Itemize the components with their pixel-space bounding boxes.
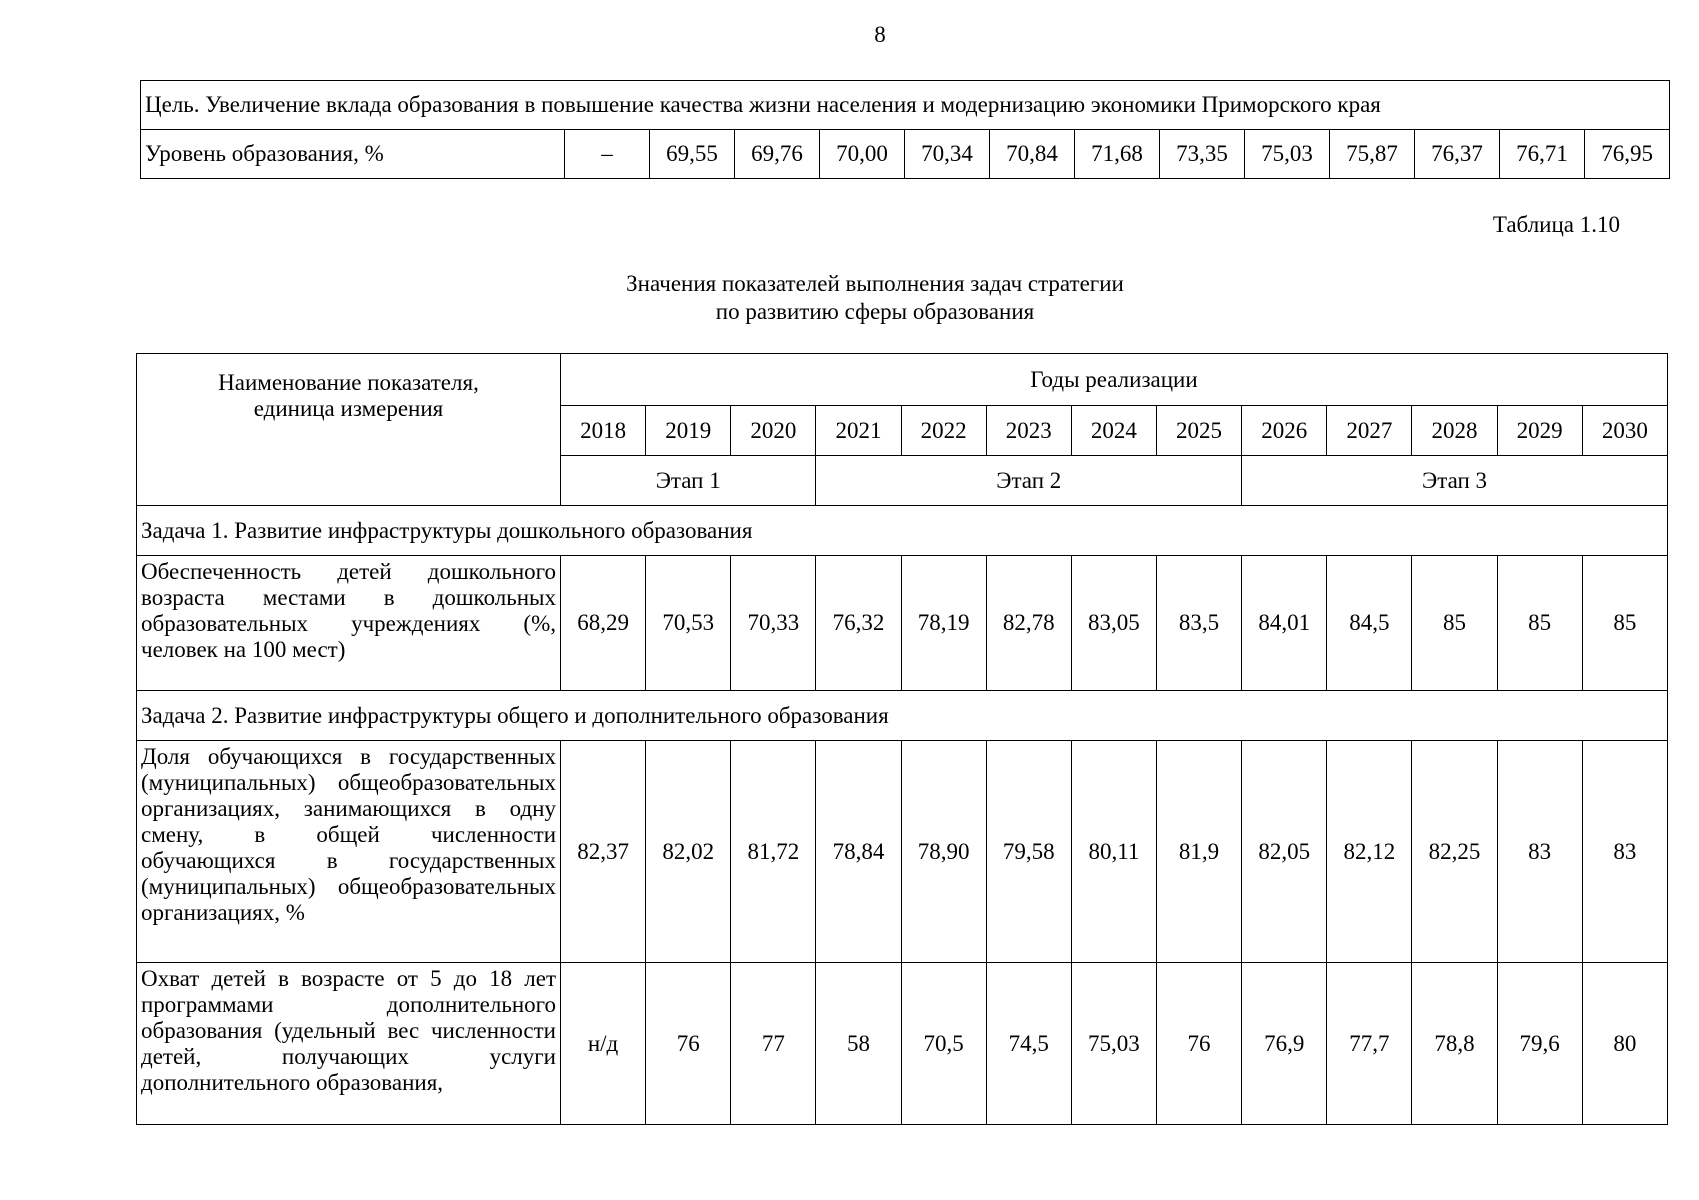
goal-value: 70,00	[820, 130, 905, 179]
indicator-value: 82,78	[986, 556, 1071, 691]
indicator-value: 77,7	[1327, 963, 1412, 1125]
year-header: 2022	[901, 406, 986, 456]
indicator-value: 76	[1156, 963, 1241, 1125]
indicator-value: 78,90	[901, 741, 986, 963]
indicator-value: 82,02	[646, 741, 731, 963]
indicator-value: н/д	[561, 963, 646, 1125]
indicator-value: 82,37	[561, 741, 646, 963]
goal-table	[140, 80, 1670, 179]
indicator-value: 70,53	[646, 556, 731, 691]
goal-value: 69,55	[650, 130, 735, 179]
indicator-value: 76	[646, 963, 731, 1125]
stage-header: Этап 2	[816, 456, 1242, 506]
indicator-value: 82,25	[1412, 741, 1497, 963]
year-header: 2024	[1071, 406, 1156, 456]
indicator-value: 83,05	[1071, 556, 1156, 691]
goal-value: 70,84	[990, 130, 1075, 179]
stage-header: Этап 3	[1242, 456, 1668, 506]
header-name-line: единица измерения	[253, 396, 444, 421]
year-header: 2023	[986, 406, 1071, 456]
indicator-row	[137, 556, 1668, 691]
year-header: 2018	[561, 406, 646, 456]
indicator-value: 78,8	[1412, 963, 1497, 1125]
table-title-line: по развитию сферы образования	[715, 299, 1035, 324]
task-row	[137, 691, 1668, 741]
year-header: 2025	[1156, 406, 1241, 456]
indicator-value: 76,9	[1242, 963, 1327, 1125]
table-caption: Таблица 1.10	[1492, 212, 1620, 237]
year-header: 2020	[731, 406, 816, 456]
indicator-value: 85	[1412, 556, 1497, 691]
indicator-value: 75,03	[1071, 963, 1156, 1125]
indicator-name: Доля обучающихся в государственных (муниципальных) общеобразовательных организациях, занимающихся в одну смену, в общей численности обучающихся в государственных (муниципальных) общеобразовательных организациях, %	[137, 741, 561, 963]
indicator-value: 83	[1497, 741, 1582, 963]
indicator-value: 68,29	[561, 556, 646, 691]
year-header: 2029	[1497, 406, 1582, 456]
indicator-value: 58	[816, 963, 901, 1125]
task-title: Задача 1. Развитие инфраструктуры дошкольного образования	[137, 506, 1668, 556]
goal-value: 73,35	[1160, 130, 1245, 179]
indicator-value: 76,32	[816, 556, 901, 691]
indicator-value: 81,72	[731, 741, 816, 963]
goal-indicator-name: Уровень образования, %	[141, 130, 565, 179]
year-header: 2026	[1242, 406, 1327, 456]
header-name-line: Наименование показателя,	[218, 370, 479, 395]
header-indicator-name	[137, 354, 561, 506]
indicator-row	[137, 963, 1668, 1125]
indicators-table	[136, 353, 1668, 1125]
goal-text: Цель. Увеличение вклада образования в повышение качества жизни населения и модернизацию экономики Приморского края	[141, 81, 1670, 130]
header-row	[137, 354, 1668, 406]
year-header: 2030	[1582, 406, 1667, 456]
year-header: 2027	[1327, 406, 1412, 456]
indicator-value: 83	[1582, 741, 1667, 963]
header-years-label: Годы реализации	[561, 354, 1668, 406]
indicator-value: 70,33	[731, 556, 816, 691]
indicator-value: 84,01	[1242, 556, 1327, 691]
indicator-value: 85	[1582, 556, 1667, 691]
indicator-value: 81,9	[1156, 741, 1241, 963]
indicator-row	[137, 741, 1668, 963]
indicator-value: 79,6	[1497, 963, 1582, 1125]
indicator-value: 82,12	[1327, 741, 1412, 963]
goal-value: 70,34	[905, 130, 990, 179]
goal-value: 71,68	[1075, 130, 1160, 179]
goal-row	[141, 81, 1670, 130]
indicator-value: 80	[1582, 963, 1667, 1125]
indicator-value: 78,19	[901, 556, 986, 691]
year-header: 2028	[1412, 406, 1497, 456]
goal-value: 76,71	[1500, 130, 1585, 179]
goal-value: –	[565, 130, 650, 179]
indicator-value: 70,5	[901, 963, 986, 1125]
table-title	[140, 270, 1610, 326]
goal-value: 75,03	[1245, 130, 1330, 179]
goal-value: 69,76	[735, 130, 820, 179]
goal-value: 76,95	[1585, 130, 1670, 179]
indicator-value: 77	[731, 963, 816, 1125]
year-header: 2019	[646, 406, 731, 456]
indicator-value: 84,5	[1327, 556, 1412, 691]
goal-value: 76,37	[1415, 130, 1500, 179]
indicator-value: 83,5	[1156, 556, 1241, 691]
task-row	[137, 506, 1668, 556]
indicator-value: 74,5	[986, 963, 1071, 1125]
stage-header: Этап 1	[561, 456, 816, 506]
indicator-name: Обеспеченность детей дошкольного возраста местами в дошкольных образовательных учреждениях (%, человек на 100 мест)	[137, 556, 561, 691]
indicator-value: 79,58	[986, 741, 1071, 963]
table-title-line: Значения показателей выполнения задач стратегии	[626, 271, 1124, 296]
indicator-value: 80,11	[1071, 741, 1156, 963]
goal-indicator-row	[141, 130, 1670, 179]
indicator-value: 78,84	[816, 741, 901, 963]
year-header: 2021	[816, 406, 901, 456]
task-title: Задача 2. Развитие инфраструктуры общего и дополнительного образования	[137, 691, 1668, 741]
indicator-value: 85	[1497, 556, 1582, 691]
page-number: 8	[874, 22, 886, 47]
goal-value: 75,87	[1330, 130, 1415, 179]
indicator-value: 82,05	[1242, 741, 1327, 963]
indicator-name: Охват детей в возрасте от 5 до 18 лет программами дополнительного образования (удельный вес численности детей, получающих услуги дополнительного образования,	[137, 963, 561, 1125]
